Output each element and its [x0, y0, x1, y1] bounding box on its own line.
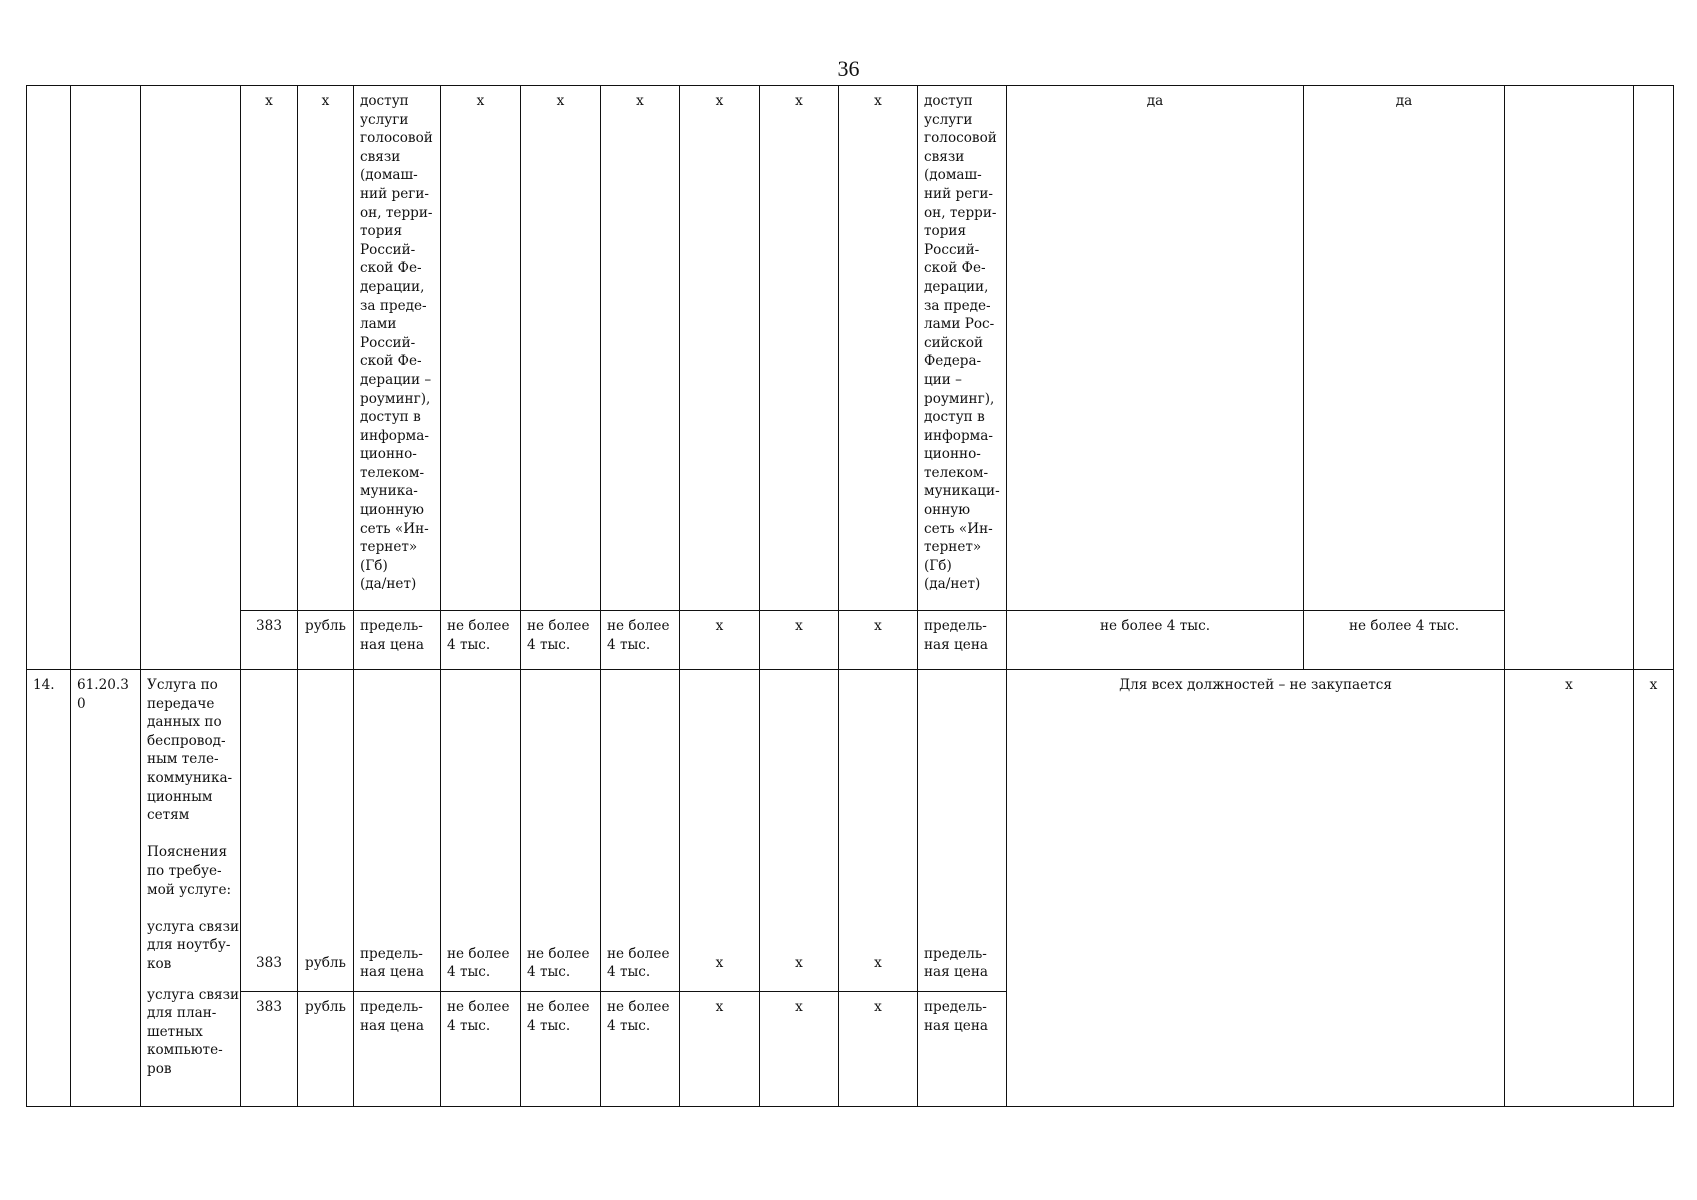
text-line: компьюте- — [147, 1042, 223, 1059]
cell-name-cont — [141, 86, 241, 670]
cell-characteristic — [354, 992, 441, 1107]
text-line: связи — [360, 148, 401, 165]
cell-value: х — [680, 992, 760, 1107]
cell-value — [441, 992, 521, 1107]
cell-characteristic-approved — [918, 670, 1007, 992]
cell-value — [441, 611, 521, 670]
table-row-access — [27, 86, 1674, 611]
text-line: не более — [607, 618, 670, 634]
text-line: ционным — [147, 788, 213, 805]
text-line: услуги — [924, 111, 973, 128]
cell-value-a: не более 4 тыс. — [1007, 611, 1304, 670]
cell-num-cont — [27, 86, 71, 670]
cell-unit: х — [298, 86, 354, 611]
text-line: ров — [147, 1060, 172, 1077]
text-line: не более — [527, 945, 590, 962]
cell-justification-cont — [1505, 86, 1634, 670]
text-line: муника- — [360, 483, 418, 500]
cell-characteristic — [354, 670, 441, 992]
cell-unit: рубль — [298, 611, 354, 670]
text-line: 4 тыс. — [527, 636, 571, 653]
text-line: ской Фе- — [360, 260, 422, 277]
text-line: передаче — [147, 695, 215, 712]
text-line: сеть «Ин- — [924, 520, 993, 537]
page-number: 36 — [837, 56, 860, 81]
text-line: 4 тыс. — [447, 1017, 491, 1034]
cell-value: х — [839, 86, 918, 611]
text-line: информа- — [360, 427, 429, 444]
text-line: он, терри- — [360, 204, 433, 221]
text-line: доступ — [360, 93, 409, 109]
text-line: предель- — [924, 999, 987, 1015]
table-row-14 — [27, 670, 1674, 992]
text-line: (да/нет) — [924, 576, 981, 593]
text-line: роуминг), — [924, 390, 995, 407]
text-line: Россий- — [924, 241, 980, 258]
text-line: голосовой — [924, 130, 997, 147]
text-line: сийской — [924, 334, 984, 351]
text-line: за преде- — [360, 297, 427, 314]
text-line: шетных — [147, 1023, 203, 1040]
text-line: тория — [924, 223, 967, 240]
text-line: ции – — [924, 371, 962, 388]
cell-value — [601, 992, 680, 1107]
text-line: (Гб) — [360, 557, 388, 574]
text-line: (да/нет) — [360, 576, 417, 593]
text-line: онную — [924, 502, 971, 519]
text-line: (домаш- — [924, 167, 982, 184]
text-line: тернет» — [924, 539, 982, 556]
text-line: доступ — [924, 93, 973, 109]
text-line: ской Фе- — [924, 260, 986, 277]
text-line: для план- — [147, 1005, 217, 1022]
text-line: ная цена — [924, 964, 989, 981]
text-line: информа- — [924, 427, 993, 444]
text-line: Услуга по — [147, 677, 218, 693]
cell-value — [521, 611, 601, 670]
text-line: он, терри- — [924, 204, 997, 221]
text-line: предель- — [924, 945, 987, 962]
text-line: сетям — [147, 807, 190, 824]
text-line: (Гб) — [924, 557, 952, 574]
text-line: ний реги- — [924, 185, 994, 202]
cell-okpd-cont — [71, 86, 141, 670]
text-line: не более — [527, 999, 590, 1015]
text-line: по требуе- — [147, 862, 222, 879]
cell-characteristic — [354, 86, 441, 611]
text-line: 4 тыс. — [447, 636, 491, 653]
cell-value — [441, 670, 521, 992]
cell-value — [601, 611, 680, 670]
text-line: не более — [447, 999, 510, 1015]
cell-value-b: да — [1304, 86, 1505, 611]
cell-function: х — [1634, 670, 1674, 1107]
text-line: Россий- — [360, 334, 416, 351]
cell-value: х — [760, 670, 839, 992]
text-line: услуга связи — [147, 986, 240, 1003]
cell-value-a: да — [1007, 86, 1304, 611]
text-line: за преде- — [924, 297, 991, 314]
text-line: ная цена — [360, 964, 425, 981]
text-line: ная цена — [924, 636, 989, 653]
cell-value: х — [760, 86, 839, 611]
text-line: предель- — [360, 618, 423, 634]
text-line: не более — [607, 945, 670, 962]
cell-service-name — [141, 670, 241, 1107]
text-line: ков — [147, 955, 172, 972]
cell-value: х — [680, 611, 760, 670]
table-row-price — [27, 611, 1674, 670]
text-line: 4 тыс. — [607, 964, 651, 981]
text-line: беспровод- — [147, 732, 226, 749]
text-line: ской Фе- — [360, 353, 422, 370]
text-line: телеком- — [924, 464, 989, 481]
cell-justification: х — [1505, 670, 1634, 1107]
cell-value-b: не более 4 тыс. — [1304, 611, 1505, 670]
text-line: лами — [360, 316, 397, 333]
service-title — [147, 676, 234, 825]
text-line: 4 тыс. — [527, 964, 571, 981]
text-line: не более — [527, 618, 590, 634]
text-line: услуги — [360, 111, 409, 128]
text-line: Пояснения — [147, 844, 228, 861]
text-line: лами Рос- — [924, 316, 995, 333]
text-line: ционно- — [360, 446, 417, 463]
text-line: не более — [447, 618, 510, 634]
text-line: голосовой — [360, 130, 433, 147]
text-line: сеть «Ин- — [360, 520, 429, 537]
text-line: данных по — [147, 714, 222, 731]
text-line: ная цена — [360, 636, 425, 653]
text-line: Федера- — [924, 353, 982, 370]
cell-value: х — [441, 86, 521, 611]
text-line: коммуника- — [147, 769, 233, 786]
service-sub2 — [147, 986, 240, 1079]
cell-value: х — [760, 992, 839, 1107]
text-line: роуминг), — [360, 390, 431, 407]
cell-unit: рубль — [298, 992, 354, 1107]
cell-function-cont — [1634, 86, 1674, 670]
text-line: ная цена — [924, 1017, 989, 1034]
text-line: 4 тыс. — [527, 1017, 571, 1034]
text-line: 4 тыс. — [607, 1017, 651, 1034]
cell-code: 383 — [241, 611, 298, 670]
cell-value — [521, 670, 601, 992]
cell-value — [521, 992, 601, 1107]
cell-characteristic-approved — [918, 992, 1007, 1107]
text-line: не более — [607, 999, 670, 1015]
cell-value: х — [839, 670, 918, 992]
service-explanation — [147, 843, 234, 899]
text-line: связи — [924, 148, 965, 165]
cell-characteristic-approved — [918, 86, 1007, 611]
text-line: доступ в — [360, 409, 421, 426]
text-line: муникаци- — [924, 483, 1000, 500]
cell-unit: рубль — [298, 670, 354, 992]
cell-value: х — [521, 86, 601, 611]
text-line: предель- — [360, 999, 423, 1015]
text-line: ционно- — [924, 446, 981, 463]
text-line: 4 тыс. — [447, 964, 491, 981]
text-line: дерации, — [924, 278, 989, 295]
text-line: предель- — [924, 618, 987, 634]
text-line: (домаш- — [360, 167, 418, 184]
cell-value: х — [839, 611, 918, 670]
text-line: дерации, — [360, 278, 425, 295]
cell-row-number: 14. — [27, 670, 71, 1107]
cell-code: 383 — [241, 670, 298, 992]
cell-characteristic — [354, 611, 441, 670]
text-line: Россий- — [360, 241, 416, 258]
cell-characteristic-approved — [918, 611, 1007, 670]
text-line: мой услуге: — [147, 881, 232, 898]
service-sub1 — [147, 918, 240, 974]
text-line: предель- — [360, 945, 423, 962]
cell-value: х — [680, 86, 760, 611]
cell-code: 383 — [241, 992, 298, 1107]
text-line: ционную — [360, 502, 424, 519]
text-line: тория — [360, 223, 403, 240]
cell-value: х — [760, 611, 839, 670]
text-line: тернет» — [360, 539, 418, 556]
text-line: ний реги- — [360, 185, 430, 202]
cell-okpd-code: 61.20.30 — [71, 670, 141, 1107]
text-line: ным теле- — [147, 751, 219, 768]
merged-note: Для всех должностей – не закупается — [1007, 670, 1505, 1107]
requirements-table — [26, 85, 1674, 1107]
text-line: телеком- — [360, 464, 425, 481]
text-line: не более — [447, 945, 510, 962]
cell-value: х — [839, 992, 918, 1107]
text-line: для ноутбу- — [147, 937, 231, 954]
text-line: дерации – — [360, 371, 432, 388]
text-line: ная цена — [360, 1017, 425, 1034]
text-line: услуга связи — [147, 918, 240, 935]
text-line: доступ в — [924, 409, 985, 426]
cell-value — [601, 670, 680, 992]
cell-value: х — [680, 670, 760, 992]
cell-value: х — [601, 86, 680, 611]
cell-code: х — [241, 86, 298, 611]
text-line: 4 тыс. — [607, 636, 651, 653]
